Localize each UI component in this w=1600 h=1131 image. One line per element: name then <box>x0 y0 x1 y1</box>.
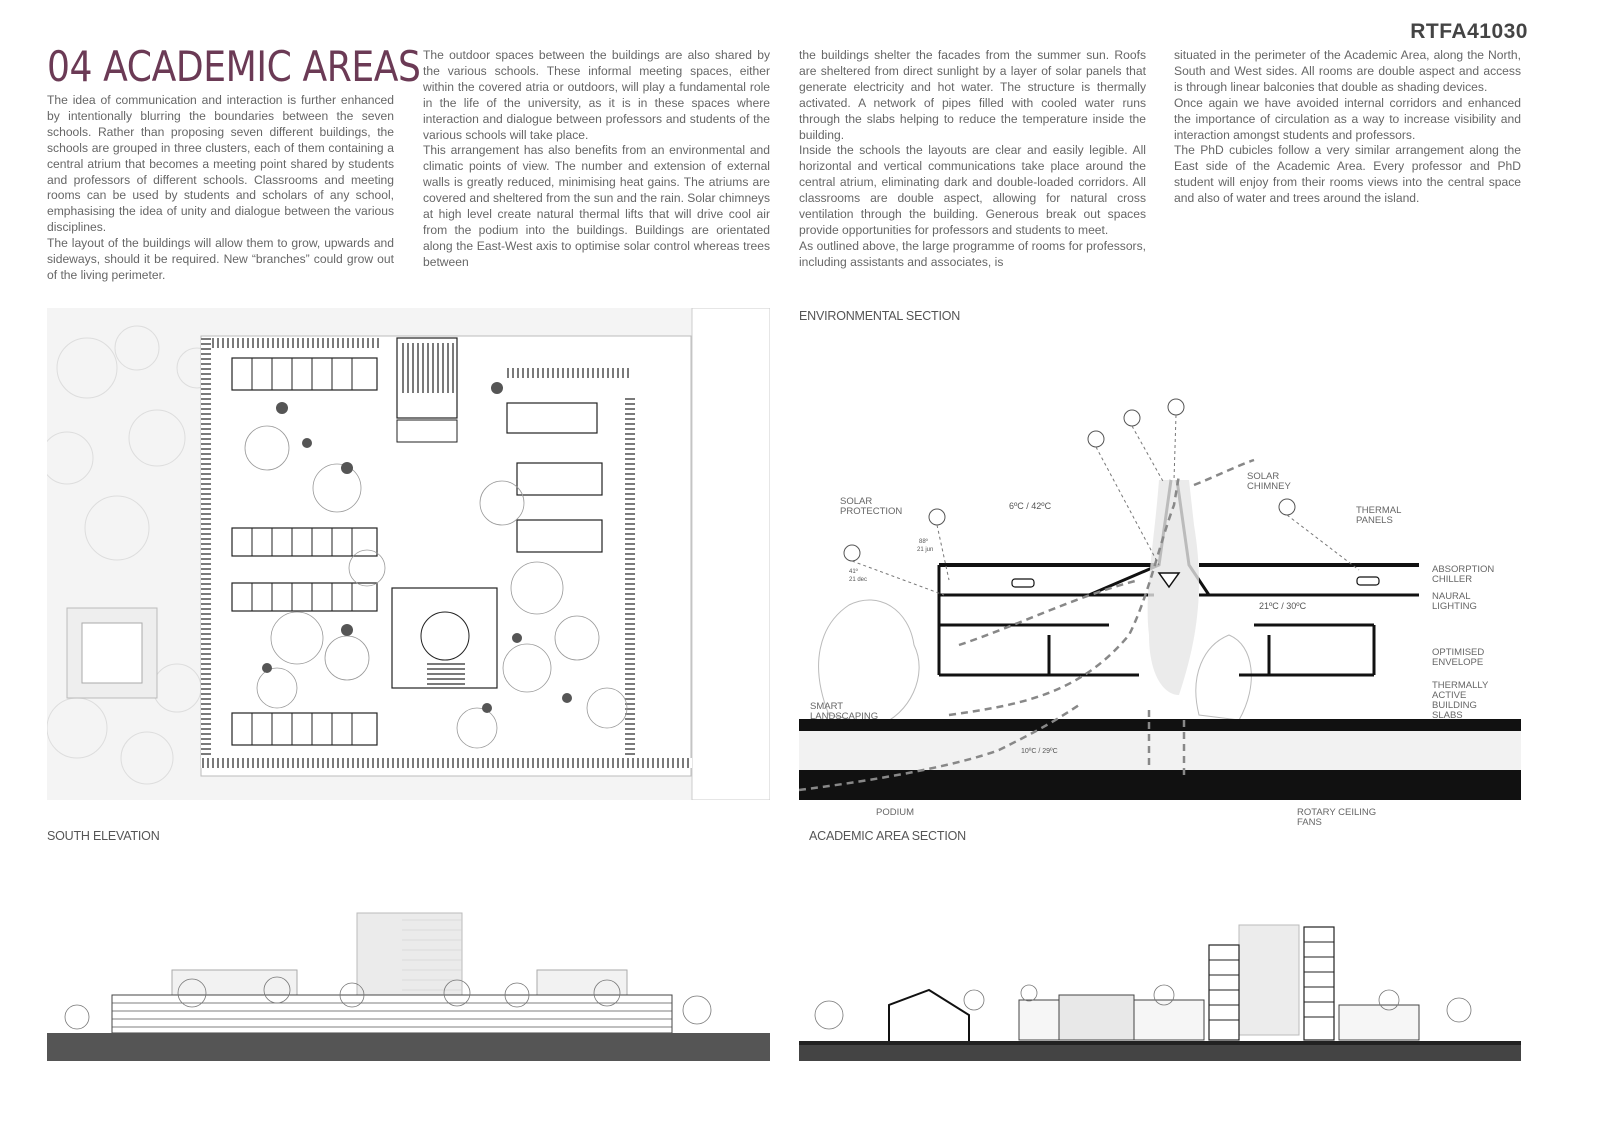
thermal-panels-label: PANELS <box>1356 515 1393 526</box>
solar-protection-label: SOLAR <box>840 496 873 507</box>
smart-landscaping-label: SMART <box>810 701 844 712</box>
academic-area-section-drawing <box>799 905 1521 1061</box>
floor-plan-drawing <box>47 308 770 800</box>
solar-chimney-label: SOLAR <box>1247 471 1280 482</box>
south-elevation-label: SOUTH ELEVATION <box>47 829 160 843</box>
thermally-active-label: BUILDING <box>1432 700 1477 711</box>
text-column-3 <box>799 48 1146 271</box>
page-title: 04 ACADEMIC AREAS <box>47 42 421 91</box>
podium-temperature: 10ºC / 29ºC <box>1021 748 1058 755</box>
environmental-section-drawing <box>799 395 1521 830</box>
paragraph: situated in the perimeter of the Academic Area, along the North, South and West sides. All rooms are double aspect and access is through linear balconies that double as shading devices. <box>1174 48 1521 94</box>
optimised-envelope-label: OPTIMISED <box>1432 647 1485 658</box>
text-column-1 <box>47 93 394 284</box>
solar-protection-label: PROTECTION <box>840 506 903 517</box>
academic-area-section-label: ACADEMIC AREA SECTION <box>809 829 966 843</box>
natural-lighting-label: LIGHTING <box>1432 601 1477 612</box>
natural-lighting-label: NAURAL <box>1432 591 1471 602</box>
absorption-chiller-label: ABSORPTION <box>1432 564 1495 575</box>
solar-chimney-label: CHIMNEY <box>1247 481 1291 492</box>
paragraph: Once again we have avoided internal corridors and enhanced the importance of circulation as a way to increase visibility and interaction amongst students and professors. <box>1174 95 1521 142</box>
thermally-active-label: SLABS <box>1432 710 1463 721</box>
winter-angle: 41º <box>849 569 858 575</box>
podium-label: PODIUM <box>876 807 914 818</box>
paragraph: the buildings shelter the facades from the summer sun. Roofs are sheltered from direct sunlight by a layer of solar panels that generate electricity and hot water. The structure is thermally activated. A network of pipes filled with cooled water runs through the slabs helping to reduce the temperature inside the building. <box>799 48 1146 142</box>
paragraph: Inside the schools the layouts are clear and easily legible. All horizontal and vertical communications take place around the central atrium, eliminating dark and double-loaded corridors. All classrooms are double aspect, allowing for natural cross ventilation through the building. Generous break out spaces provide opportunities for professors and students to meet. <box>799 143 1146 237</box>
optimised-envelope-label: ENVELOPE <box>1432 657 1484 668</box>
paragraph: As outlined above, the large programme of rooms for professors, including assistants and associates, is <box>799 238 1146 269</box>
text-column-4 <box>1174 48 1521 207</box>
paragraph: This arrangement has also benefits from an environmental and climatic points of view. The number and extension of external walls is greatly reduced, minimising heat gains. The atriums are covered and sheltered from the sun and the rain. Solar chimneys at high level create natural thermal lifts that will drive cool air from the podium into the buildings. Buildings are orientated along the East-West axis to optimise solar control whereas trees between <box>423 143 770 269</box>
paragraph: The layout of the buildings will allow them to grow, upwards and sideways, should it be required. New “branches” could grow out of the living perimeter. <box>47 236 394 282</box>
rotary-fans-label: FANS <box>1297 817 1322 828</box>
inside-temperature: 21ºC / 30ºC <box>1259 601 1307 611</box>
thermal-panels-label: THERMAL <box>1356 505 1402 516</box>
outside-temperature: 6ºC / 42ºC <box>1009 501 1052 511</box>
paragraph: The idea of communication and interaction is further enhanced by intentionally blurring the boundaries between the seven schools. Rather than proposing seven different buildings, the schools are grouped in three clusters, each of them containing a central atrium that becomes a meeting point shared by students and professors of different schools. Classrooms and meeting rooms can be used by students and scholars of any school, emphasising the idea of unity and dialogue between the various disciplines. <box>47 93 394 235</box>
environmental-section-label: ENVIRONMENTAL SECTION <box>799 309 961 323</box>
summer-angle: 21 jun <box>917 547 934 553</box>
absorption-chiller-label: CHILLER <box>1432 574 1473 585</box>
thermally-active-label: ACTIVE <box>1432 690 1467 701</box>
paragraph: The PhD cubicles follow a very similar arrangement along the East side of the Academic Area. Every professor and PhD student will enjoy from their rooms views into the central space and also of water and trees around the island. <box>1174 143 1521 206</box>
winter-angle: 21 dec <box>849 577 868 583</box>
project-code: RTFA41030 <box>1410 20 1528 43</box>
summer-angle: 88º <box>919 539 928 545</box>
paragraph: The outdoor spaces between the buildings are also shared by the various schools. These informal meeting spaces, either within the covered atria or outdoors, will play a fundamental role in the life of the university, as it is in these spaces where interaction and dialogue between professors and students of the various schools will take place. <box>423 48 770 142</box>
thermally-active-label: THERMALLY <box>1432 680 1489 691</box>
smart-landscaping-label: LANDSCAPING <box>810 711 879 722</box>
south-elevation-drawing <box>47 905 770 1061</box>
text-column-2 <box>423 48 770 271</box>
rotary-fans-label: ROTARY CEILING <box>1297 807 1377 818</box>
